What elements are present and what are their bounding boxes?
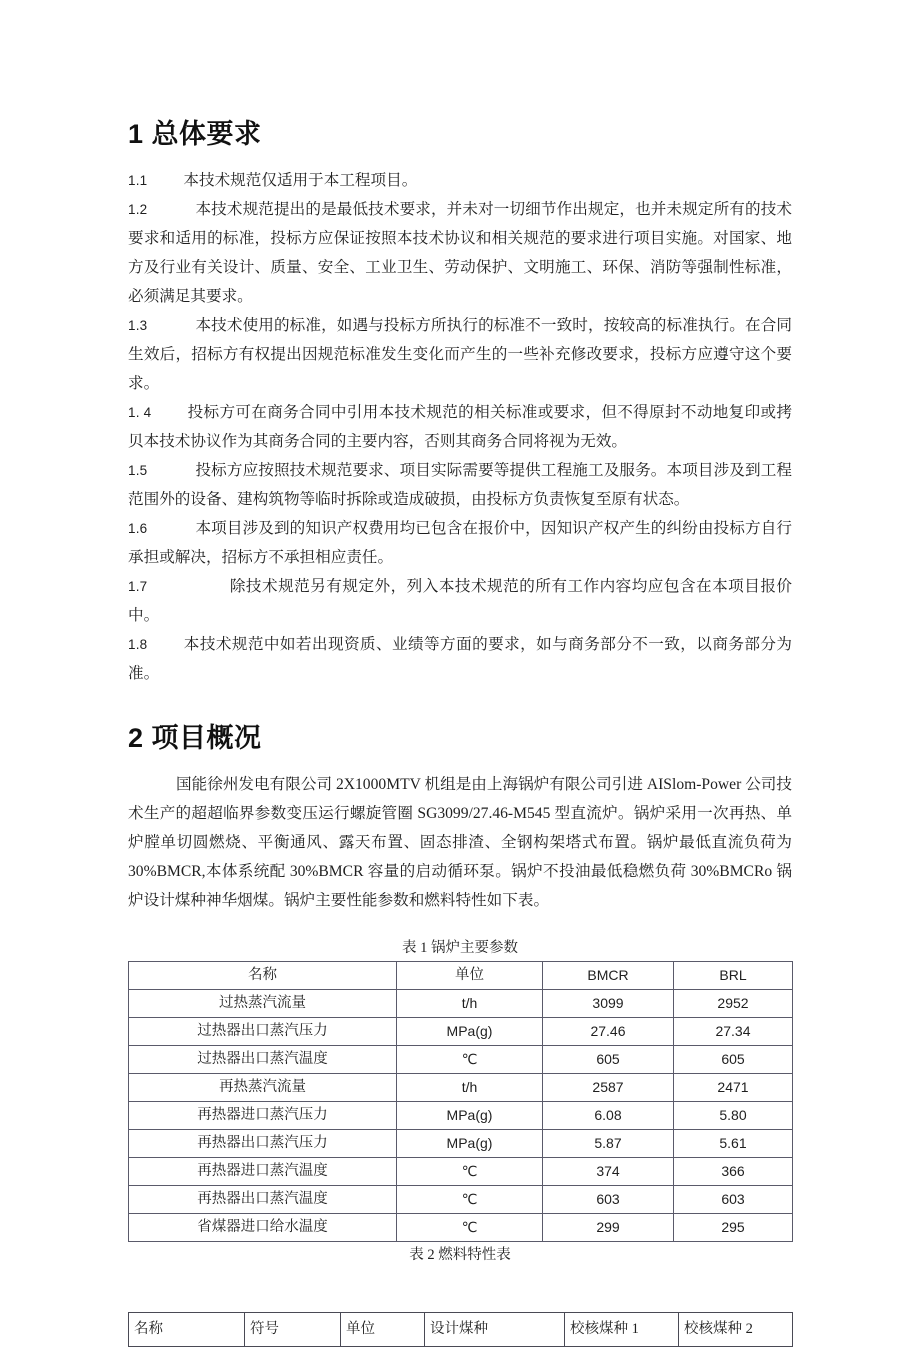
table-row bbox=[129, 989, 793, 1017]
paragraph-1-2 bbox=[128, 195, 792, 311]
paragraph-number: 1.3 bbox=[128, 317, 148, 333]
paragraph-text: 本技术规范仅适用于本工程项目。 bbox=[183, 171, 418, 189]
table-2-caption: 表 2 燃料特性表 bbox=[409, 1246, 511, 1263]
column-header-check-coal-1: 校核煤种 1 bbox=[565, 1312, 679, 1346]
cell-brl: 2952 bbox=[674, 989, 793, 1017]
paragraph-number: 1.2 bbox=[128, 201, 148, 217]
table-row bbox=[129, 1045, 793, 1073]
cell-unit: MPa(g) bbox=[397, 1101, 543, 1129]
cell-unit: MPa(g) bbox=[397, 1129, 543, 1157]
paragraph-1-4 bbox=[128, 398, 792, 456]
table-1-caption: 表 1 锅炉主要参数 bbox=[402, 939, 518, 956]
cell-brl: 27.34 bbox=[674, 1017, 793, 1045]
cell-brl: 5.80 bbox=[674, 1101, 793, 1129]
paragraph-text: 本技术规范提出的是最低技术要求，并未对一切细节作出规定，也并未规定所有的技术要求和适用的标准，投标方应保证按照本技术协议和相关规范的要求进行项目实施。对国家、地方及行业有关设计、质量、安全、工业卫生、劳动保护、文明施工、环保、消防等强制性标准，必须满足其要求。 bbox=[128, 200, 792, 305]
spacer bbox=[128, 756, 792, 770]
table-row bbox=[129, 1213, 793, 1241]
cell-name: 过热器出口蒸汽温度 bbox=[129, 1045, 397, 1073]
spacer bbox=[128, 915, 792, 935]
cell-unit: ℃ bbox=[397, 1157, 543, 1185]
cell-name: 过热器出口蒸汽压力 bbox=[129, 1017, 397, 1045]
column-header-name: 名称 bbox=[129, 1312, 245, 1346]
column-header-unit: 单位 bbox=[397, 961, 543, 989]
cell-bmcr: 374 bbox=[543, 1157, 674, 1185]
cell-unit: t/h bbox=[397, 1073, 543, 1101]
paragraph-text: 本技术规范中如若出现资质、业绩等方面的要求，如与商务部分不一致，以商务部分为准。 bbox=[128, 635, 792, 682]
cell-brl: 2471 bbox=[674, 1073, 793, 1101]
cell-brl: 605 bbox=[674, 1045, 793, 1073]
cell-bmcr: 5.87 bbox=[543, 1129, 674, 1157]
cell-name: 省煤器进口给水温度 bbox=[129, 1213, 397, 1241]
table-header-row bbox=[129, 1312, 793, 1346]
cell-bmcr: 299 bbox=[543, 1213, 674, 1241]
section-1-heading: 1 总体要求 bbox=[128, 119, 262, 149]
paragraph-number: 1.5 bbox=[128, 462, 148, 478]
paragraph-1-7 bbox=[128, 572, 792, 630]
boiler-parameters-table bbox=[128, 961, 793, 1242]
cell-brl: 366 bbox=[674, 1157, 793, 1185]
cell-unit: ℃ bbox=[397, 1045, 543, 1073]
paragraph-number: 1.7 bbox=[128, 578, 148, 594]
cell-brl: 603 bbox=[674, 1185, 793, 1213]
cell-name: 再热器出口蒸汽温度 bbox=[129, 1185, 397, 1213]
section-2-heading: 2 项目概况 bbox=[128, 722, 262, 753]
cell-bmcr: 2587 bbox=[543, 1073, 674, 1101]
cell-name: 再热蒸汽流量 bbox=[129, 1073, 397, 1101]
paragraph-text: 投标方可在商务合同中引用本技术规范的相关标准或要求，但不得原封不动地复印或拷贝本技术协议作为其商务合同的主要内容，否则其商务合同将视为无效。 bbox=[128, 403, 792, 450]
column-header-check-coal-2: 校核煤种 2 bbox=[679, 1312, 793, 1346]
paragraph-1-8 bbox=[128, 630, 792, 688]
spacer bbox=[128, 152, 792, 166]
cell-bmcr: 3099 bbox=[543, 989, 674, 1017]
paragraph-number: 1. 4 bbox=[128, 404, 152, 420]
column-header-unit: 单位 bbox=[341, 1312, 425, 1346]
cell-bmcr: 605 bbox=[543, 1045, 674, 1073]
paragraph-text: 投标方应按照技术规范要求、项目实际需要等提供工程施工及服务。本项目涉及到工程范围外的设备、建构筑物等临时拆除或造成破损，由投标方负责恢复至原有状态。 bbox=[128, 461, 792, 508]
paragraph-1-5 bbox=[128, 456, 792, 514]
paragraph-text: 除技术规范另有规定外，列入本技术规范的所有工作内容均应包含在本项目报价中。 bbox=[128, 577, 792, 624]
table-row bbox=[129, 1101, 793, 1129]
table-row bbox=[129, 1017, 793, 1045]
spacer bbox=[128, 1268, 792, 1312]
paragraph-1-1 bbox=[128, 166, 792, 195]
cell-name: 过热蒸汽流量 bbox=[129, 989, 397, 1017]
column-header-symbol: 符号 bbox=[245, 1312, 341, 1346]
cell-bmcr: 27.46 bbox=[543, 1017, 674, 1045]
cell-name: 再热器进口蒸汽压力 bbox=[129, 1101, 397, 1129]
column-header-name: 名称 bbox=[129, 961, 397, 989]
cell-bmcr: 6.08 bbox=[543, 1101, 674, 1129]
table-header-row bbox=[129, 961, 793, 989]
table-row bbox=[129, 1073, 793, 1101]
paragraph-1-6 bbox=[128, 514, 792, 572]
cell-unit: ℃ bbox=[397, 1185, 543, 1213]
cell-unit: t/h bbox=[397, 989, 543, 1017]
paragraph-1-3 bbox=[128, 311, 792, 398]
paragraph-text: 本项目涉及到的知识产权费用均已包含在报价中，因知识产权产生的纠纷由投标方自行承担或解决，招标方不承担相应责任。 bbox=[128, 519, 792, 566]
table-row bbox=[129, 1157, 793, 1185]
column-header-brl: BRL bbox=[674, 961, 793, 989]
table-row bbox=[129, 1129, 793, 1157]
cell-unit: ℃ bbox=[397, 1213, 543, 1241]
cell-brl: 5.61 bbox=[674, 1129, 793, 1157]
cell-brl: 295 bbox=[674, 1213, 793, 1241]
paragraph-text: 本技术使用的标准，如遇与投标方所执行的标准不一致时，按较高的标准执行。在合同生效后，招标方有权提出因规范标准发生变化而产生的一些补充修改要求，投标方应遵守这个要求。 bbox=[128, 316, 792, 392]
table-row bbox=[129, 1185, 793, 1213]
cell-name: 再热器出口蒸汽压力 bbox=[129, 1129, 397, 1157]
cell-unit: MPa(g) bbox=[397, 1017, 543, 1045]
section-2-body-text: 国能徐州发电有限公司 2X1000MTV 机组是由上海锅炉有限公司引进 AISlom-Power 公司技术生产的超超临界参数变压运行螺旋管圈 SG3099/27.46-M545 型直流炉。锅炉采用一次再热、单炉膛单切圆燃烧、平衡通风、露天布置、固态排渣、全钢构架塔式布置。锅炉最低直流负荷为30%BMCR,本体系统配 30%BMCR 容量的启动循环泵。锅炉不投油最低稳燃负荷 30%BMCRo 锅炉设计煤种神华烟煤。锅炉主要性能参数和燃料特性如下表。 bbox=[128, 775, 792, 909]
cell-name: 再热器进口蒸汽温度 bbox=[129, 1157, 397, 1185]
page-content-column bbox=[128, 0, 792, 1347]
paragraph-number: 1.6 bbox=[128, 520, 148, 536]
fuel-characteristics-table bbox=[128, 1312, 793, 1347]
column-header-bmcr: BMCR bbox=[543, 961, 674, 989]
cell-bmcr: 603 bbox=[543, 1185, 674, 1213]
paragraph-number: 1.1 bbox=[128, 172, 148, 188]
paragraph-number: 1.8 bbox=[128, 636, 148, 652]
column-header-design-coal: 设计煤种 bbox=[425, 1312, 565, 1346]
